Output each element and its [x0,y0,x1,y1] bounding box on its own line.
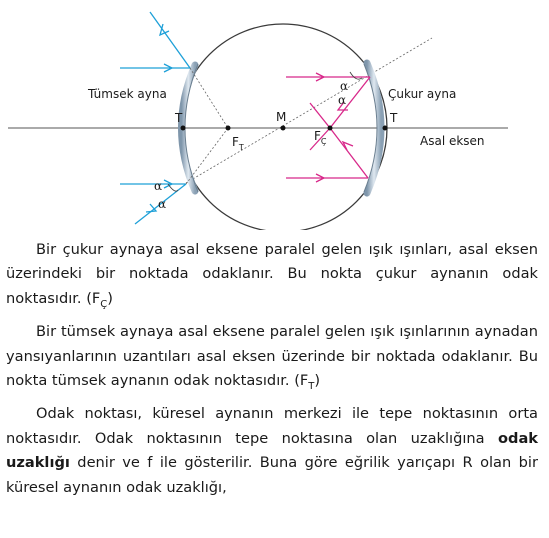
focus-convex-point [226,126,231,131]
label-principal-axis: Asal eksen [420,134,485,148]
alpha-label-2: α [338,93,347,107]
focus-concave-point [328,126,333,131]
alpha-label-4: α [158,197,167,211]
paragraph-convex: Bir tümsek aynaya asal eksene paralel gelen ışık ışınlarının aynadan yansıyanlarının uzantıları asal eksen üzerinde bir noktada odaklanır. Bu nokta tümsek aynanın odak noktasıdır. $(F_T)$ [6,323,538,392]
label-convex-mirror: Tümsek ayna [88,87,167,101]
vertex-right-point [383,126,388,131]
label-vertex-left: T [175,111,183,125]
paragraph-concave: Bir çukur aynaya asal eksene paralel gelen ışık ışınları, asal eksen üzerindeki bir noktada odaklanır. Bu nokta çukur aynanın odak noktasıdır. $(F_Ç)$ [6,241,538,310]
label-vertex-right: T [390,111,398,125]
label-concave-mirror: Çukur ayna [388,87,457,101]
bold-term-focal-length: odak uzaklığı [6,429,538,472]
label-center: M [276,110,287,124]
label-focus-convex: $F_T$ [232,135,244,152]
vertex-left-point [181,126,186,131]
body-text [6,238,538,509]
alpha-label-1: α [340,79,349,93]
mirror-diagram [0,0,549,230]
paragraph-focal-length: Odak noktası, küresel aynanın merkezi ile tepe noktasının orta noktasıdır. Odak noktasının tepe noktasına olan uzaklığına odak uzaklığı denir ve f ile gösterilir. Buna göre eğrilik yarıçapı R olan bir küresel aynanın odak uzaklığı, [6,405,538,496]
alpha-label-3: α [154,179,163,193]
label-focus-concave: $F_Ç$ [314,129,327,146]
center-point [281,126,286,131]
convex-extensions [186,68,228,184]
